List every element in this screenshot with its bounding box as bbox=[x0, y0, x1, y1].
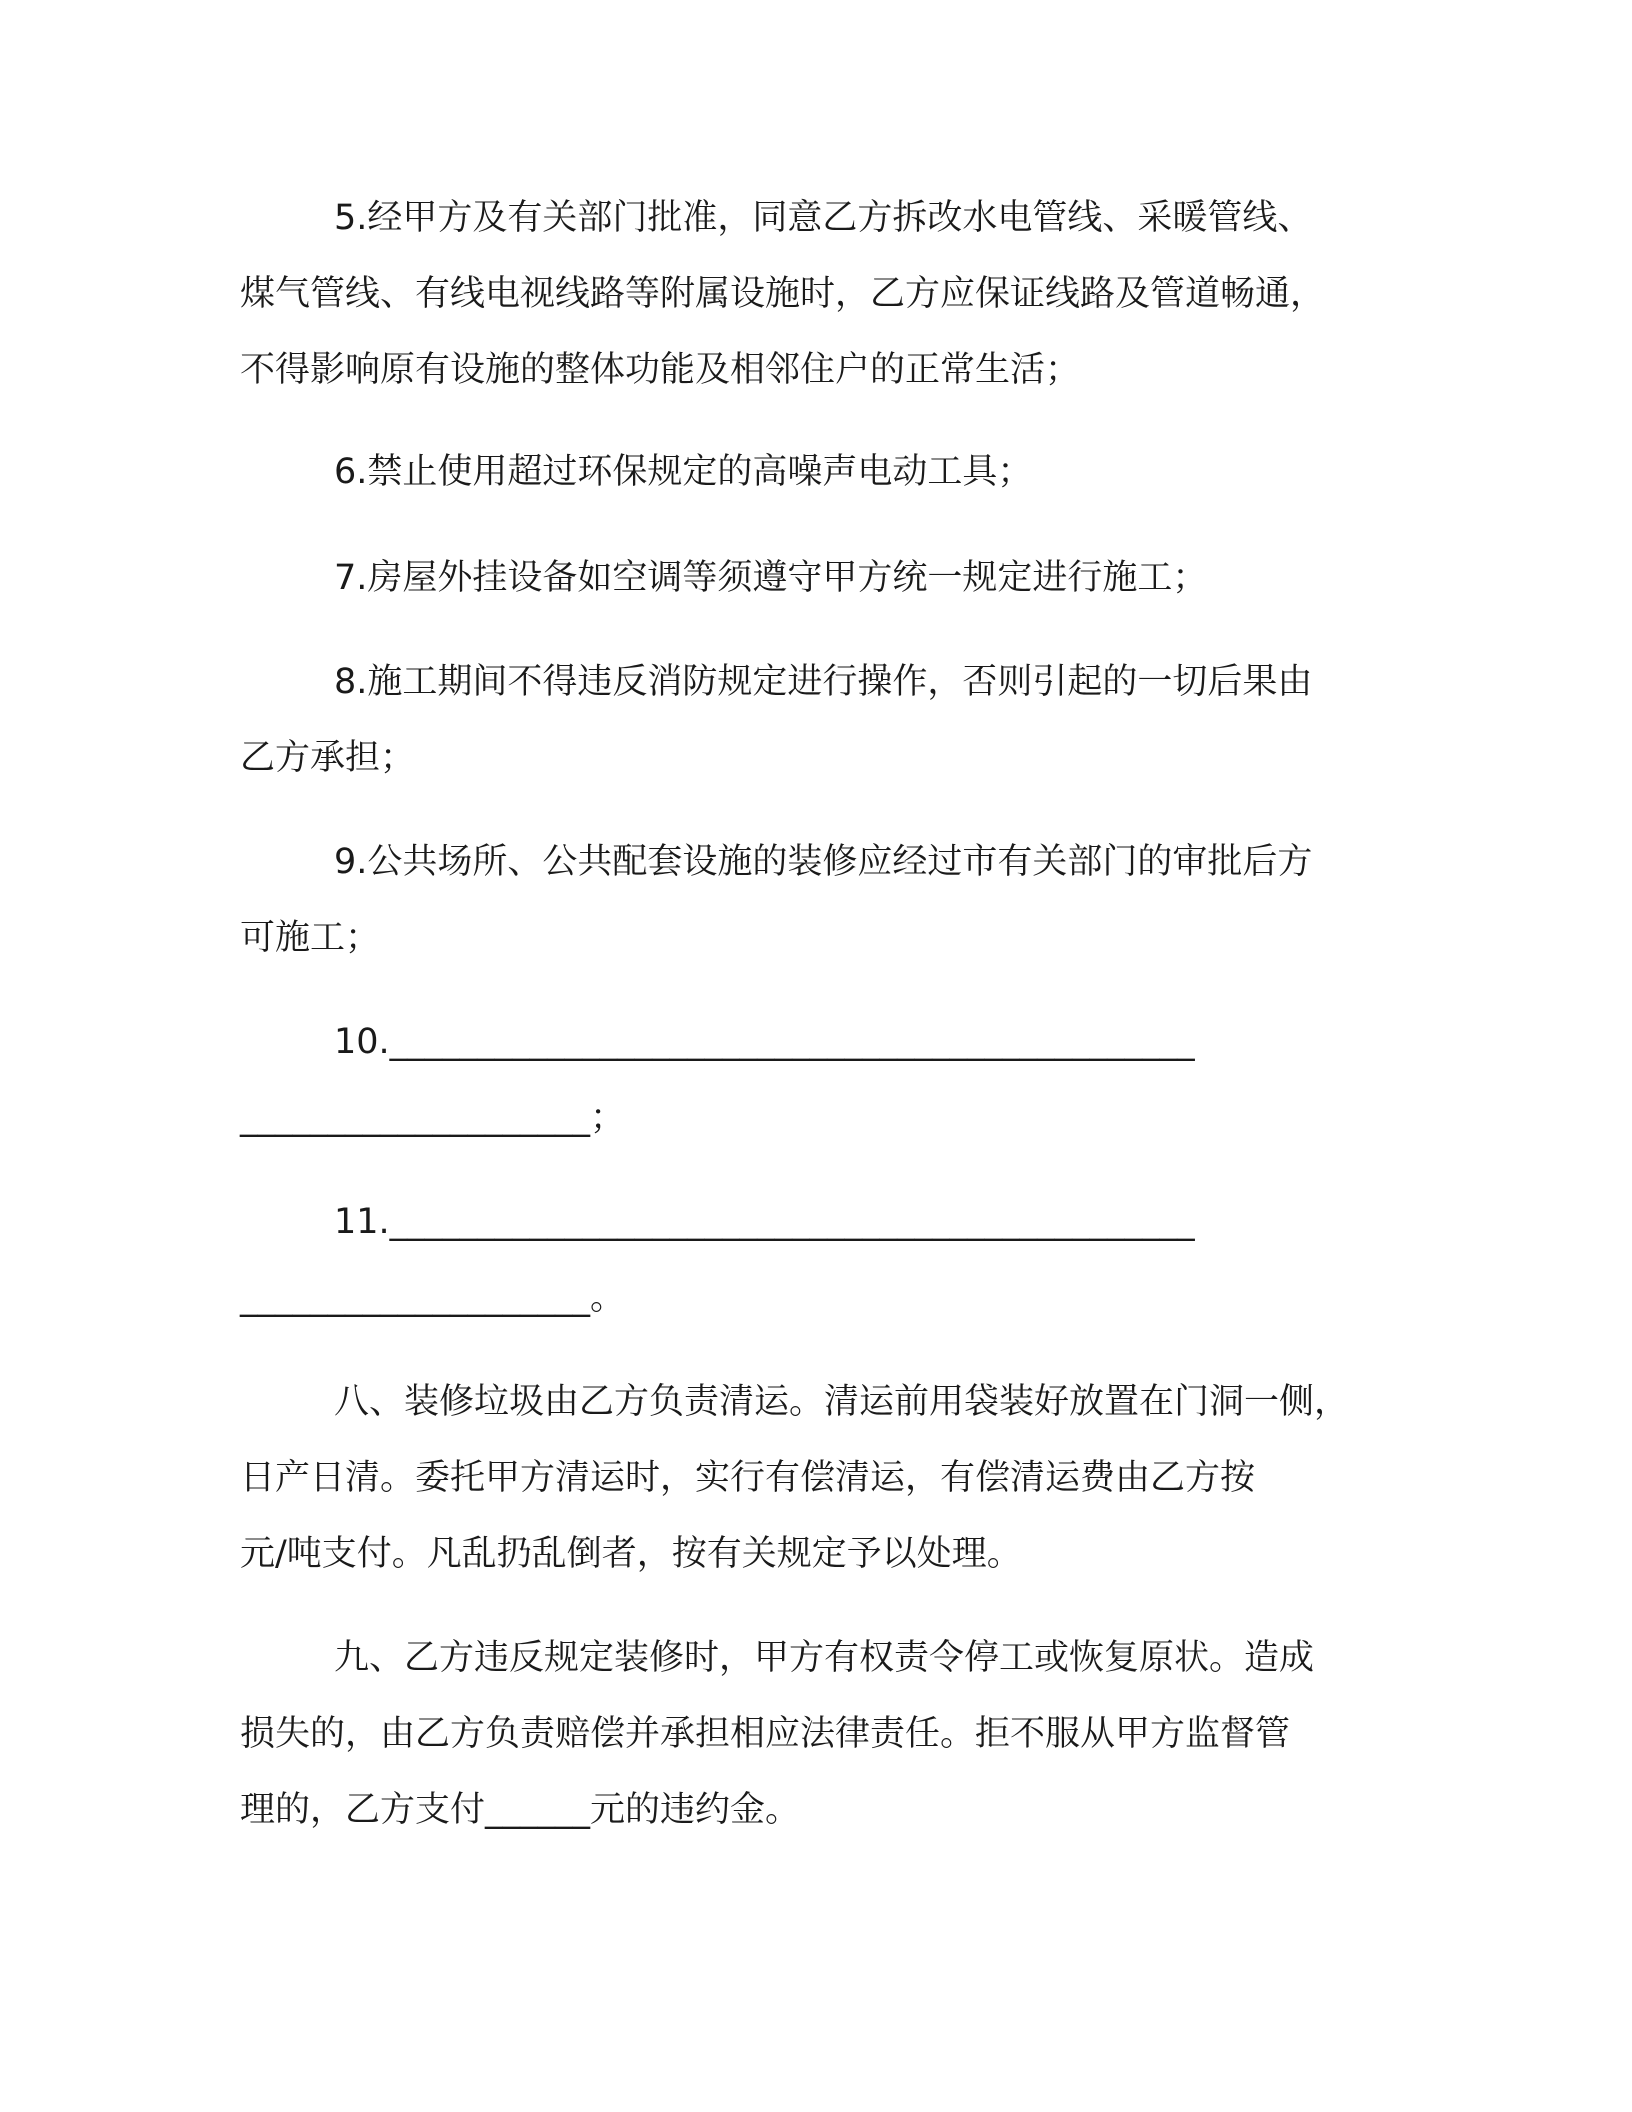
paragraph-line: 5.经甲方及有关部门批准，同意乙方拆改水电管线、采暖管线、 bbox=[334, 198, 1313, 238]
blank-fill-line: 10.______________________________________________ bbox=[334, 1022, 1195, 1062]
paragraph-line: 8.施工期间不得违反消防规定进行操作，否则引起的一切后果由 bbox=[334, 662, 1313, 702]
blank-fill-line: ____________________。 bbox=[240, 1278, 626, 1318]
paragraph-line: 元/吨支付。凡乱扔乱倒者，按有关规定予以处理。 bbox=[240, 1534, 1022, 1574]
blank-fill-line: 11.______________________________________________ bbox=[334, 1202, 1195, 1242]
paragraph-item-10 bbox=[240, 1004, 1400, 1156]
blank-fill-line: ____________________； bbox=[240, 1098, 626, 1138]
paragraph-line: 八、装修垃圾由乙方负责清运。清运前用袋装好放置在门洞一侧， bbox=[334, 1382, 1350, 1422]
paragraph-line: 不得影响原有设施的整体功能及相邻住户的正常生活； bbox=[240, 350, 1081, 390]
paragraph-line: 九、乙方违反规定装修时，甲方有权责令停工或恢复原状。造成 bbox=[334, 1638, 1315, 1678]
paragraph-line: 理的，乙方支付______元的违约金。 bbox=[240, 1790, 801, 1830]
paragraph-line: 乙方承担； bbox=[240, 738, 416, 778]
paragraph-item-11 bbox=[240, 1184, 1400, 1336]
paragraph-line: 7.房屋外挂设备如空调等须遵守甲方统一规定进行施工； bbox=[334, 558, 1208, 598]
paragraph-line: 日产日清。委托甲方清运时，实行有偿清运，有偿清运费由乙方按 bbox=[240, 1458, 1256, 1498]
paragraph-item-9 bbox=[240, 824, 1400, 976]
paragraph-item-7 bbox=[240, 540, 1400, 616]
paragraph-item-6 bbox=[240, 434, 1400, 510]
paragraph-line: 煤气管线、有线电视线路等附属设施时，乙方应保证线路及管道畅通， bbox=[240, 274, 1326, 314]
paragraph-line: 损失的，由乙方负责赔偿并承担相应法律责任。拒不服从甲方监督管 bbox=[240, 1714, 1291, 1754]
paragraph-clause-8 bbox=[240, 1364, 1400, 1592]
paragraph-line: 可施工； bbox=[240, 918, 381, 958]
paragraph-clause-9 bbox=[240, 1620, 1400, 1848]
paragraph-item-5 bbox=[240, 180, 1400, 408]
paragraph-line: 9.公共场所、公共配套设施的装修应经过市有关部门的审批后方 bbox=[334, 842, 1313, 882]
paragraph-item-8 bbox=[240, 644, 1400, 796]
paragraph-line: 6.禁止使用超过环保规定的高噪声电动工具； bbox=[334, 452, 1033, 492]
